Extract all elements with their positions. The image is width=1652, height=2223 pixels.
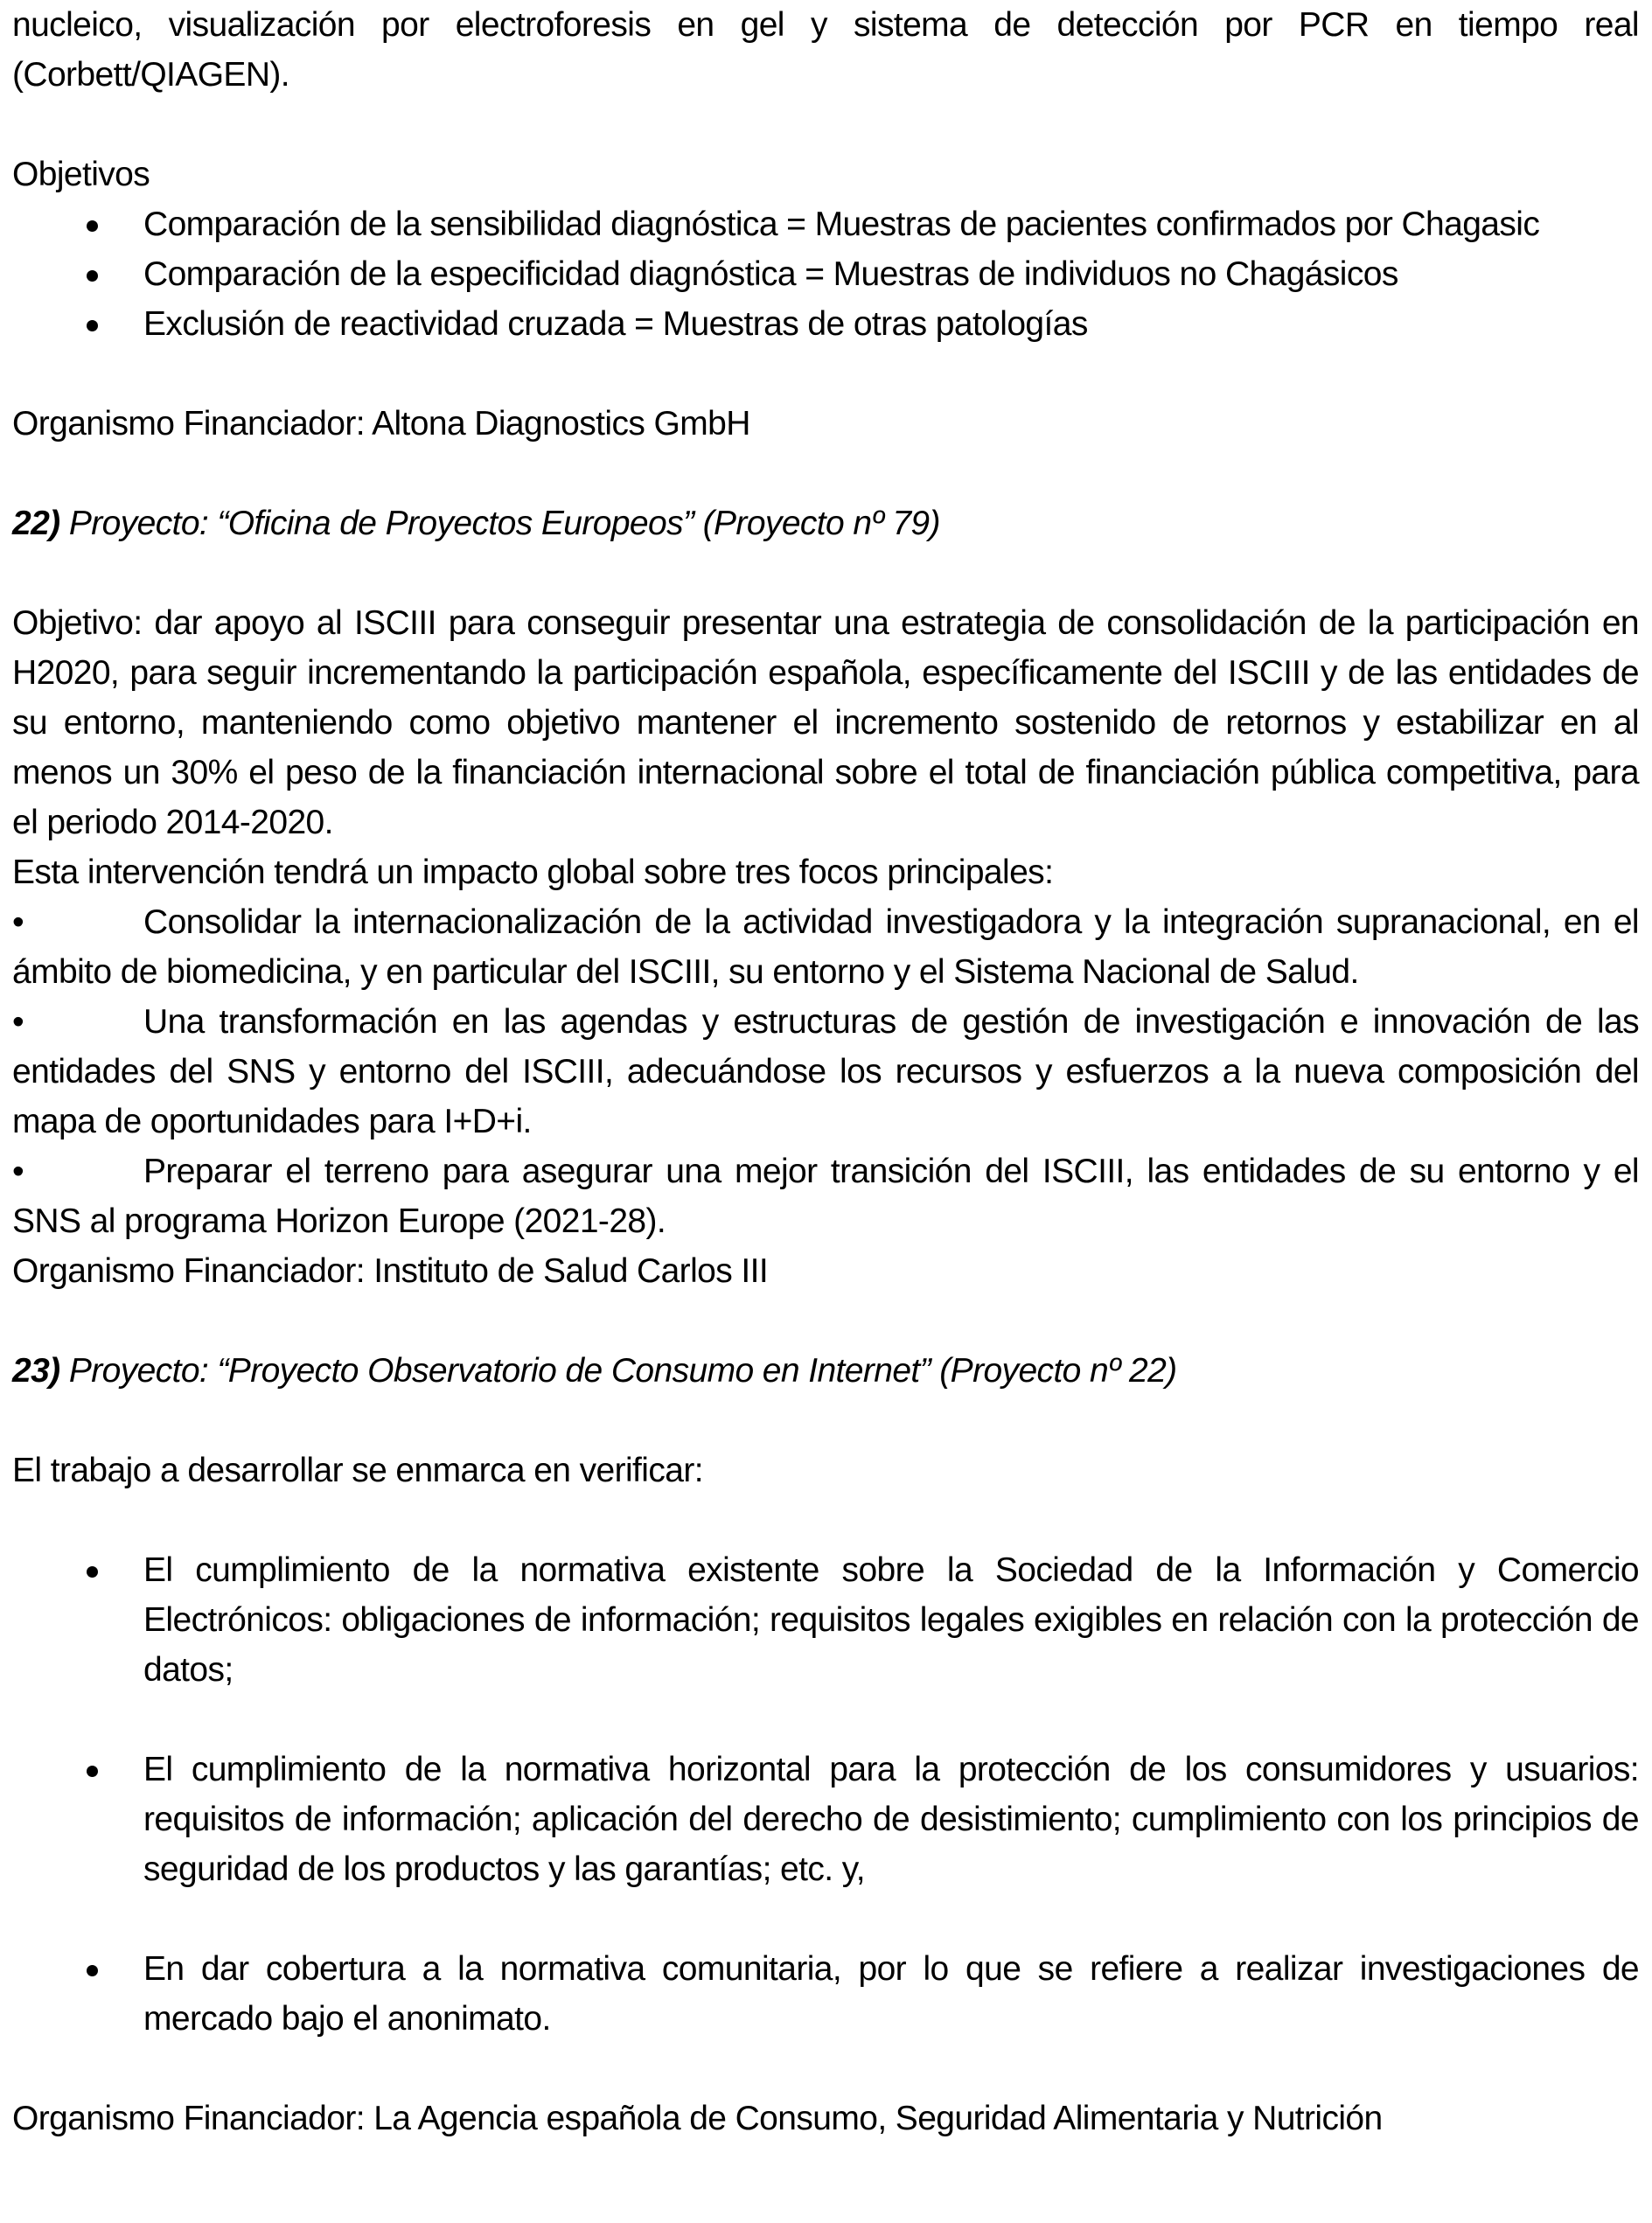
intro-line-2: (Corbett/QIAGEN). [12, 56, 290, 94]
funder-aecosan: Organismo Financiador: La Agencia española de Consumo, Seguridad Alimentaria y Nutrición [12, 2100, 1383, 2137]
document-page [12, 0, 1639, 2223]
impact-point: • Una transformación en las agendas y estructuras de gestión de investigación e innovación de las entidades del SNS y entorno del ISCIII, adecuándose los recursos y esfuerzos a la nueva composición del mapa de oportunidades para I+D+i. [12, 997, 1639, 1146]
objetivos-heading: Objetivos [12, 156, 150, 193]
list-item: Comparación de la sensibilidad diagnóstica = Muestras de pacientes confirmados por Chagasic [12, 199, 1639, 249]
list-item: Comparación de la especificidad diagnóstica = Muestras de individuos no Chagásicos [12, 249, 1639, 299]
bullet-icon [87, 220, 98, 232]
intro-line-1: nucleico, visualización por electroforesis en gel y sistema de detección por PCR en tiempo real [12, 6, 1639, 44]
project-number: 22) [12, 505, 60, 542]
project-22-heading [12, 498, 1639, 548]
bullet-icon: • [12, 1153, 24, 1190]
project-23-intro: El trabajo a desarrollar se enmarca en verificar: [12, 1452, 703, 1489]
list-item: En dar cobertura a la normativa comunitaria, por lo que se refiere a realizar investigaciones de mercado bajo el anonimato. [12, 1944, 1639, 2044]
funder-altona: Organismo Financiador: Altona Diagnostics GmbH [12, 405, 750, 443]
project-23-heading [12, 1346, 1639, 1396]
list-item: El cumplimiento de la normativa existente sobre la Sociedad de la Información y Comercio Electrónicos: obligaciones de información; requisitos legales exigibles en relación con la protección de datos; [12, 1545, 1639, 1695]
project-22-impact-intro: Esta intervención tendrá un impacto global sobre tres focos principales: [12, 854, 1054, 891]
bullet-icon [87, 1566, 98, 1578]
project-title: Proyecto: “Proyecto Observatorio de Consumo en Internet” (Proyecto nº 22) [68, 1352, 1177, 1390]
project-number: 23) [12, 1352, 60, 1390]
objetivos-list [12, 199, 1639, 349]
bullet-icon: • [12, 903, 24, 941]
project-22-objective: Objetivo: dar apoyo al ISCIII para conseguir presentar una estrategia de consolidación de la participación en H2020, para seguir incrementando la participación española, específicamente del ISCIII y de las entidades de su entorno, manteniendo como objetivo mantener el incremento sostenido de retornos y estabilizar en al menos un 30% el peso de la financiación internacional sobre el total de financiación pública competitiva, para el periodo 2014-2020. [12, 604, 1639, 841]
bullet-icon [87, 1965, 98, 1976]
bullet-icon: • [12, 1003, 24, 1041]
bullet-icon [87, 1766, 98, 1777]
bullet-icon [87, 270, 98, 282]
list-item: El cumplimiento de la normativa horizontal para la protección de los consumidores y usuarios: requisitos de información; aplicación del derecho de desistimiento; cumplimiento con los principios de seguridad de los productos y las garantías; etc. y, [12, 1745, 1639, 1894]
list-item: Exclusión de reactividad cruzada = Muestras de otras patologías [12, 299, 1639, 349]
project-23-list [12, 1545, 1639, 1695]
bullet-icon [87, 320, 98, 331]
project-title: Proyecto: “Oficina de Proyectos Europeos” (Proyecto nº 79) [68, 505, 940, 542]
impact-point: • Consolidar la internacionalización de la actividad investigadora y la integración supranacional, en el ámbito de biomedicina, y en particular del ISCIII, su entorno y el Sistema Nacional de Salud. [12, 897, 1639, 997]
funder-isciii: Organismo Financiador: Instituto de Salud Carlos III [12, 1252, 769, 1290]
impact-point: • Preparar el terreno para asegurar una mejor transición del ISCIII, las entidades de su entorno y el SNS al programa Horizon Europe (2021-28). [12, 1146, 1639, 1246]
